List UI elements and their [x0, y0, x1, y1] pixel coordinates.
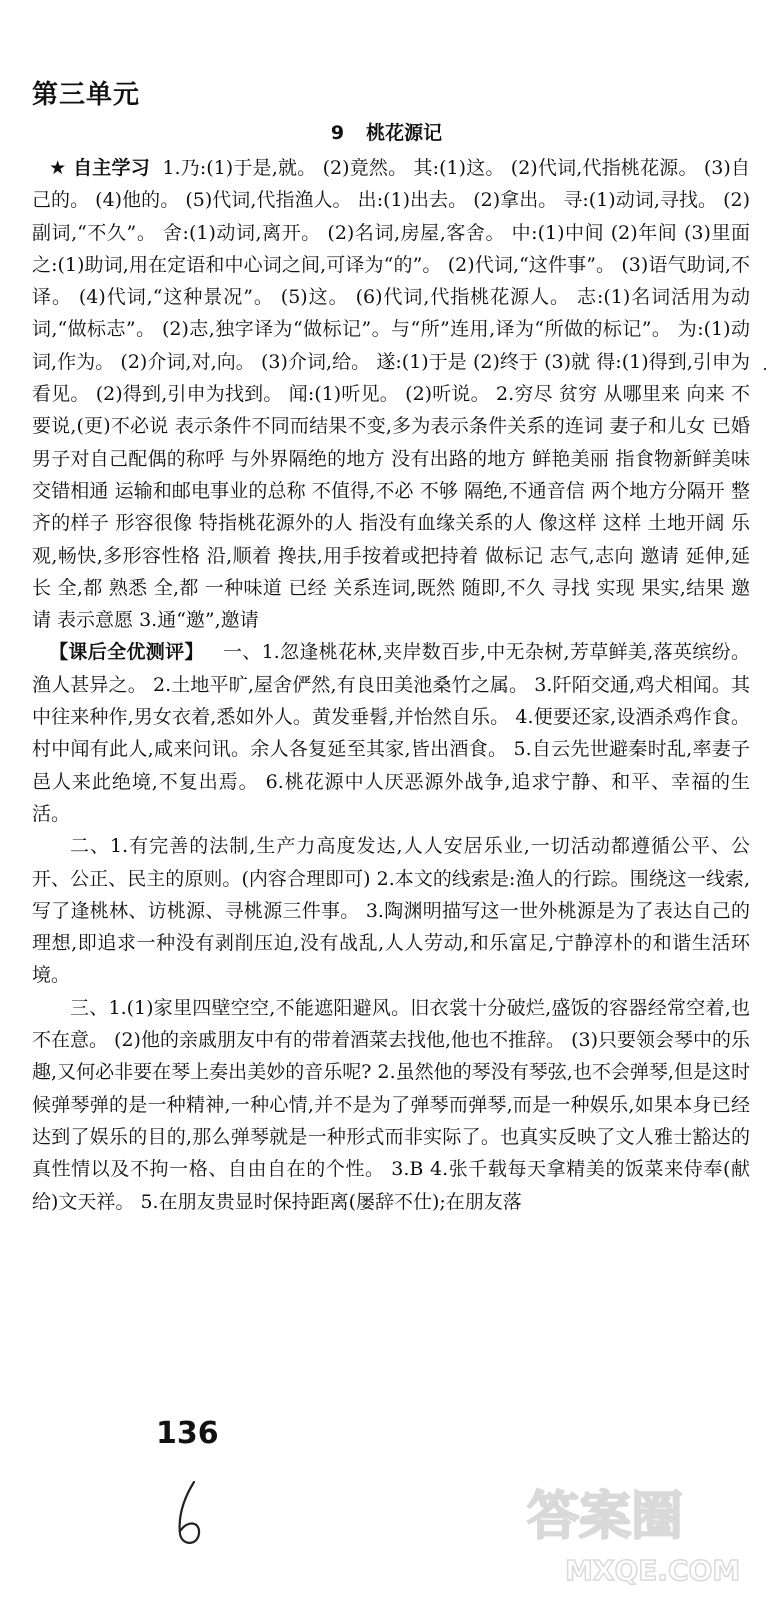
speck: [764, 368, 766, 370]
self-study-text: 1.乃:(1)于是,就。 (2)竟然。 其:(1)这。 (2)代词,代指桃花源。 (3)自己的。 (4)他的。 (5)代词,代指渔人。 出:(1)出去。 (2)拿出。 寻:(1)动词,寻找。 (2)副词,“不久”。 舍:(1)动词,离开。 (2)名词,房屋,客舍。 中:(1)中间 (2)年间 (3)里面 之:(1)助词,用在定语和中心词之间,可译为“的”。 (2)代词,“这件事”。 (3)语气助词,不译。 (4)代词,“这种景况”。 (5)这。 (6)代词,代指桃花源人。 志:(1)名词活用为动词,“做标志”。 (2)志,独字译为“做标记”。与“所”连用,译为“所做的标记”。 为:(1)动词,作为。 (2)介词,对,向。 (3)介词,给。 遂:(1)于是 (2)终于 (3)就 得:(1)得到,引申为看见。 (2)得到,引申为找到。 闻:(1)听见。 (2)听说。 2.穷尽 贫穷 从哪里来 向来 不要说,(更)不必说 表示条件不同而结果不变,多为表示条件关系的连词 妻子和儿女 已婚男子对自己配偶的称呼 与外界隔绝的地方 没有出路的地方 鲜艳美丽 指食物新鲜美味 交错相通 运输和邮电事业的总称 不值得,不必 不够 隔绝,不通音信 两个地方分隔开 整齐的样子 形容很像 特指桃花源外的人 指没有血缘关系的人 像这样 这样 土地开阔 乐观,畅快,多形容性格 沿,顺着 搀扶,用手按着或把持着 做标记 志气,志向 邀请 延伸,延长 全,都 熟悉 全,都 一种味道 已经 关系连词,既然 随即,不久 寻找 实现 果实,结果 邀请 表示意愿 3.通“邀”,邀请: [32, 157, 750, 632]
lesson-title: [0, 118, 773, 145]
handwritten-mark: [172, 1478, 206, 1550]
unit-title: 第三单元: [32, 80, 141, 110]
page-number: 136: [156, 1416, 219, 1451]
test-heading: 【课后全优测评】: [49, 641, 204, 664]
watermark-logo: [519, 1472, 759, 1592]
self-study-heading: ★ 自主学习: [49, 157, 150, 179]
self-study-paragraph: [32, 152, 750, 636]
test-paragraph-3: 三、1.(1)家里四壁空空,不能遮阳避风。旧衣裳十分破烂,盛饭的容器经常空着,也不在意。 (2)他的亲戚朋友中有的带着酒菜去找他,他也不推辞。 (3)只要领会琴中的乐趣,又何必非要在琴上奏出美妙的音乐呢? 2.虽然他的琴没有琴弦,也不会弹琴,但是这时候弹琴弹的是一种精神,一种心情,并不是为了弹琴而弹琴,而是一种娱乐,如果本身已经达到了娱乐的目的,那么弹琴就是一种形式而非实际了。也真实反映了文人雅士豁达的真性情以及不拘一格、自由自在的个性。 3.B 4.张千载每天拿精美的饭菜来侍奉(献给)文天祥。 5.在朋友贵显时保持距离(屡辞不仕);在朋友落: [32, 996, 750, 1213]
lesson-name: 桃花源记: [366, 122, 443, 144]
test-paragraph-2: 二、1.有完善的法制,生产力高度发达,人人安居乐业,一切活动都遵循公平、公开、公正、民主的原则。(内容合理即可) 2.本文的线索是:渔人的行踪。围绕这一线索,写了逢桃林、访桃源、寻桃源三件事。 3.陶渊明描写这一世外桃源是为了表达自己的理想,即追求一种没有剥削压迫,没有战乱,人人劳动,和乐富足,宁静淳朴的和谐生活环境。: [32, 835, 750, 987]
answer-body: [32, 152, 750, 1218]
lesson-number: 9: [330, 122, 345, 144]
test-part-1-text: 一、1.忽逢桃花林,夹岸数百步,中无杂树,芳草鲜美,落英缤纷。渔人甚异之。 2.土地平旷,屋舍俨然,有良田美池桑竹之属。 3.阡陌交通,鸡犬相闻。其中往来种作,男女衣着,悉如外人。黄发垂髫,并怡然自乐。 4.便要还家,设酒杀鸡作食。村中闻有此人,咸来问讯。余人各复延至其家,皆出酒食。 5.自云先世避秦时乱,率妻子邑人来此绝境,不复出焉。 6.桃花源中人厌恶源外战争,追求宁静、和平、幸福的生活。: [32, 641, 750, 825]
watermark-en: MXQE.COM: [565, 1554, 741, 1587]
test-paragraph-1: [32, 636, 750, 830]
watermark-cn: 答案圈: [527, 1487, 684, 1547]
